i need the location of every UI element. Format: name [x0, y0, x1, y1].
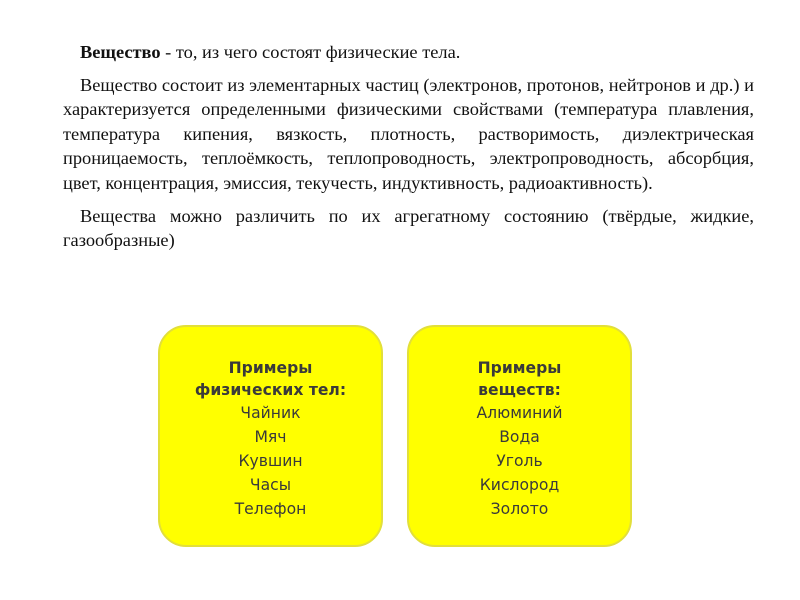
list-item: Часы [249, 476, 292, 494]
list-item: Телефон [234, 500, 307, 518]
composition-paragraph: Вещество состоит из элементарных частиц (электронов, протонов, нейтронов и др.) и характеризуется определенными физическими свойствами (температура плавления, температура кипения, вязкость, плотность, растворимость, диэлектрическая проницаемость, теплоёмкость, теплопроводность, электропроводность, абсорбция, цвет, концентрация, эмиссия, текучесть, индуктивность, радиоактивность). [63, 74, 754, 193]
physical-bodies-title-line2: физических тел: [194, 381, 347, 399]
definition-paragraph [63, 40, 754, 65]
list-item: Мяч [254, 428, 287, 446]
states-paragraph: Вещества можно различить по их агрегатному состоянию (твёрдые, жидкие, газообразные) [63, 205, 754, 251]
physical-bodies-box [158, 325, 383, 547]
substances-title-line2: веществ: [478, 381, 561, 399]
list-item: Золото [490, 500, 549, 518]
list-item: Чайник [240, 404, 301, 422]
list-item: Кувшин [238, 452, 303, 470]
list-item: Кислород [479, 476, 560, 494]
definition-term: Вещество [80, 42, 161, 62]
list-item: Вода [499, 428, 540, 446]
substances-title-line1: Примеры [477, 359, 562, 377]
main-text [63, 40, 754, 261]
definition-text: - то, из чего состоят физические тела. [160, 42, 461, 62]
list-item: Уголь [496, 452, 543, 470]
physical-bodies-title-line1: Примеры [228, 359, 313, 377]
list-item: Алюминий [476, 404, 563, 422]
substances-box [407, 325, 632, 547]
